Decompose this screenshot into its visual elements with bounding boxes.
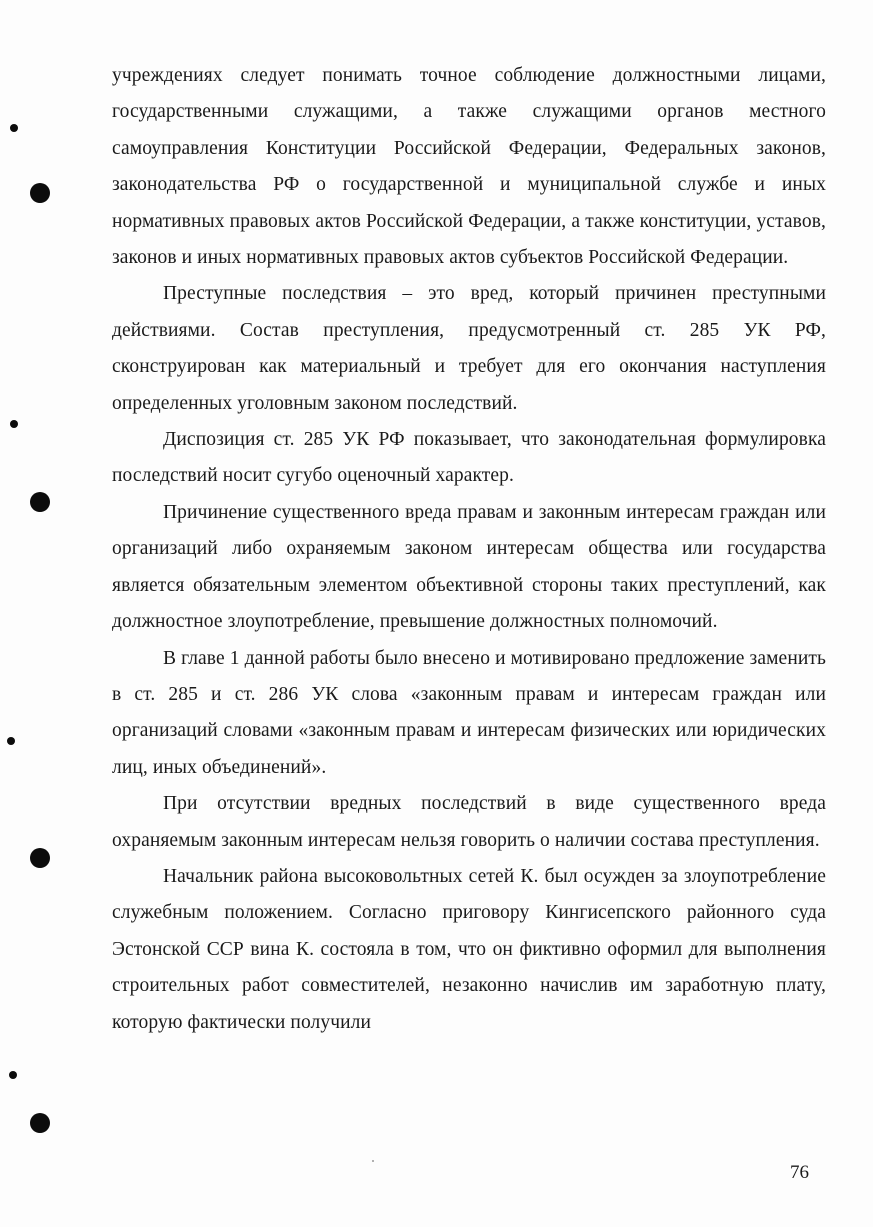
scan-speck [372, 1160, 374, 1162]
binder-hole [30, 183, 50, 203]
paragraph-4: Причинение существенного вреда правам и законным интересам граждан или организаций либо охраняемым законом интересам общества или государства является обязательным элементом объективной стороны таких преступлений, как должностное злоупотребление, превышение должностных полномочий. [112, 501, 826, 633]
paragraph-5: В главе 1 данной работы было внесено и мотивировано предложение заменить в ст. 285 и ст. 286 УК слова «законным правам и интересам граждан или организаций словами «законным правам и интересам физических или юридических лиц, иных объединений». [112, 647, 826, 778]
binder-hole [30, 1113, 50, 1133]
body-text [112, 58, 826, 1041]
binder-hole [30, 848, 50, 868]
binder-hole-mark [10, 420, 18, 428]
binder-hole [30, 492, 50, 512]
paragraph-3: Диспозиция ст. 285 УК РФ показывает, что законодательная формулировка последствий носит сугубо оценочный характер. [112, 429, 826, 487]
paragraph-7: Начальник района высоковольтных сетей К. был осужден за злоупотребление служебным положением. Согласно приговору Кингисепского районного суда Эстонской ССР вина К. состояла в том, что он фиктивно оформил для выполнения строительных работ совместителей, незаконно начислив им заработную плату, которую фактически получили [112, 865, 826, 1033]
binder-hole-mark [9, 1071, 17, 1079]
paragraph-1: учреждениях следует понимать точное соблюдение должностными лицами, государственными служащими, а также служащими органов местного самоуправления Конституции Российской Федерации, Федеральных законов, законодательства РФ о государственной и муниципальной службе и иных нормативных правовых актов Российской Федерации, а также конституции, уставов, законов и иных нормативных правовых актов субъектов Российской Федерации. [112, 65, 826, 269]
paragraph-6: При отсутствии вредных последствий в виде существенного вреда охраняемым законным интересам нельзя говорить о наличии состава преступления. [112, 793, 826, 851]
binder-hole-mark [10, 124, 18, 132]
paragraph-2: Преступные последствия – это вред, который причинен преступными действиями. Состав преступления, предусмотренный ст. 285 УК РФ, сконструирован как материальный и требует для его окончания наступления определенных уголовным законом последствий. [112, 283, 826, 414]
binder-hole-mark [7, 737, 15, 745]
page-number: 76 [790, 1162, 809, 1183]
